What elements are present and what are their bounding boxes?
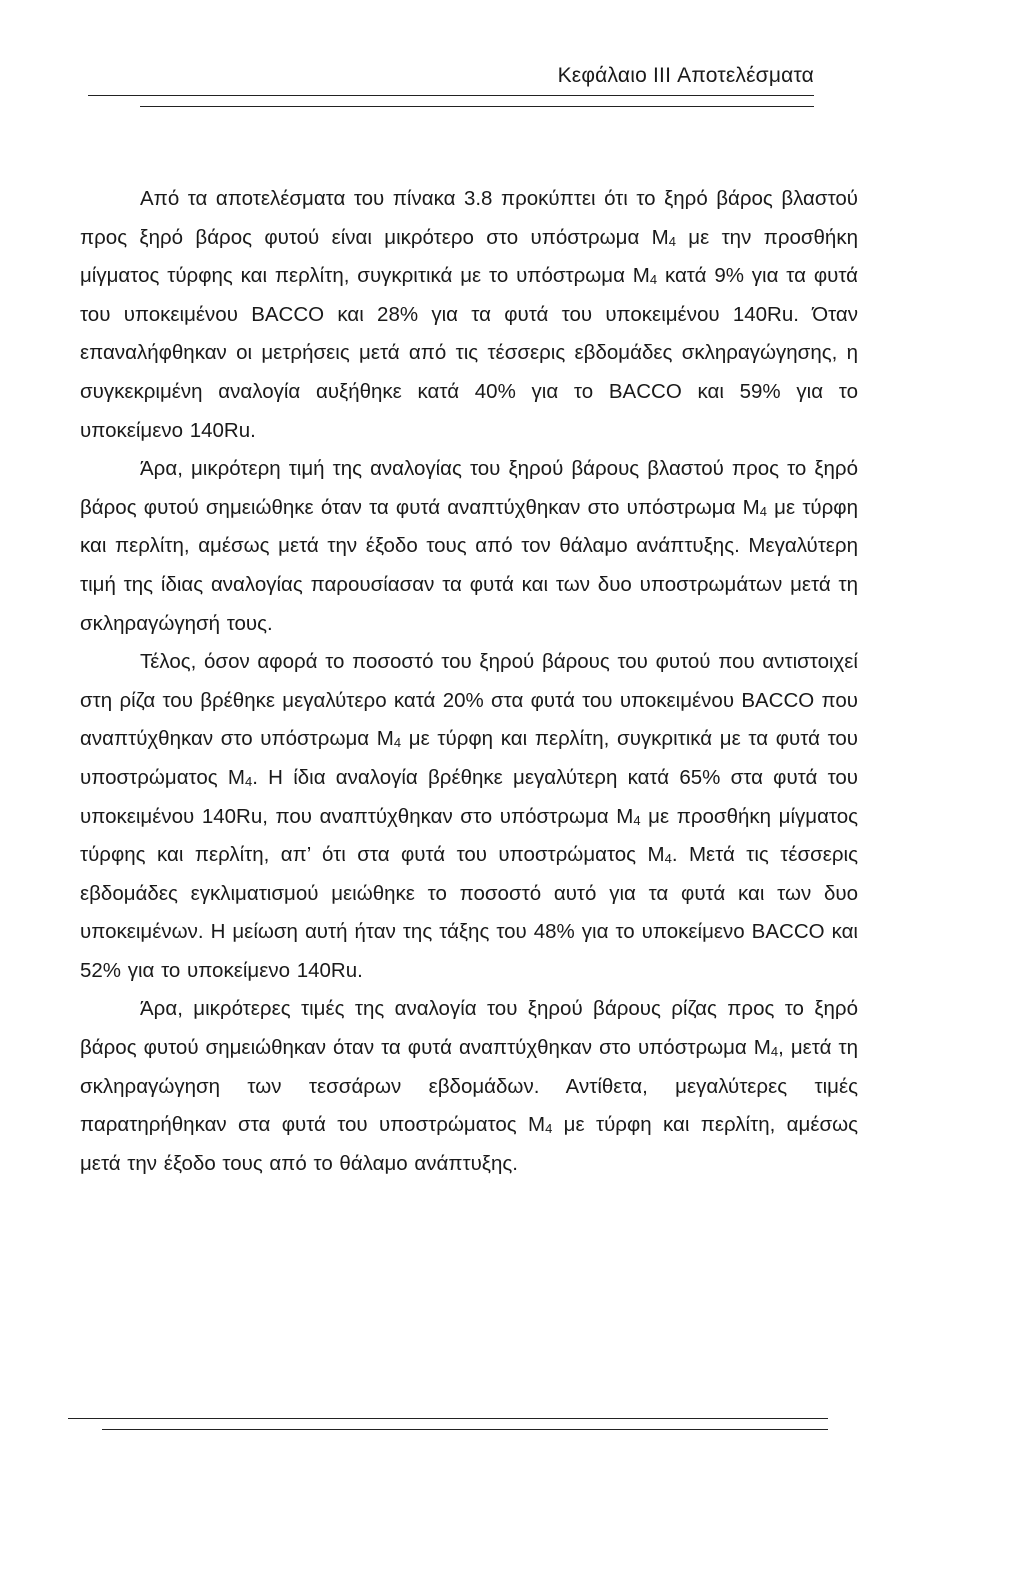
subscript: 4 bbox=[244, 773, 253, 789]
paragraph bbox=[80, 990, 858, 1183]
subscript: 4 bbox=[545, 1121, 553, 1137]
text-run: με την προσθήκη μίγματος τύρφης και περλίτη, συγκριτικά με το υπόστρωμα Μ bbox=[80, 225, 858, 288]
text-run: Από τα αποτελέσματα του πίνακα 3.8 προκύπτει ότι το ξηρό βάρος βλαστού προς ξηρό βάρος φυτού είναι μικρότερο στο υπόστρωμα Μ bbox=[80, 187, 858, 249]
header-rule-upper bbox=[88, 95, 814, 96]
body-text bbox=[80, 180, 858, 1183]
text-run: με τύρφη και περλίτη, συγκριτικά με τα φυτά του υποστρώματος Μ bbox=[80, 727, 859, 789]
text-run: κατά 9% για τα φυτά του υποκειμένου BACCO και 28% για τα φυτά του υποκειμένου 140Ru. Όταν επαναλήφθηκαν οι μετρήσεις μετά από τις τέσσερις εβδομάδες σκληραγώγησης, η συγκεκριμένη αναλογία αυξήθηκε κατά 40% για το BACCO και 59% για το υποκείμενο 140Ru. bbox=[80, 264, 858, 442]
paragraph bbox=[80, 180, 858, 450]
footer-rule-upper bbox=[68, 1418, 828, 1419]
chapter-title: Κεφάλαιο III Αποτελέσματα bbox=[557, 64, 814, 87]
text-run: Άρα, μικρότερες τιμές της αναλογία του ξηρού βάρους ρίζας προς το ξηρό βάρος φυτού σημειώθηκαν όταν τα φυτά αναπτύχθηκαν στο υπόστρωμα Μ bbox=[80, 997, 858, 1060]
text-run: . Μετά τις τέσσερις εβδομάδες εγκλιματισμού μειώθηκε το ποσοστό αυτό για τα φυτά και των δυο υποκειμένων. Η μείωση αυτή ήταν της τάξης του 48% για το υποκείμενο BACCO και 52% για το υποκείμενο 140Ru. bbox=[80, 843, 858, 982]
text-run: με προσθήκη μίγματος τύρφης και περλίτη, απ’ ότι στα φυτά του υποστρώματος Μ bbox=[80, 804, 859, 867]
text-run: , μετά τη σκληραγώγηση των τεσσάρων εβδομάδων. Αντίθετα, μεγαλύτερες τιμές παρατηρήθηκαν στα φυτά του υποστρώματος Μ bbox=[80, 1036, 858, 1137]
subscript: 4 bbox=[668, 233, 676, 249]
text-run: Τέλος, όσον αφορά το ποσοστό του ξηρού βάρους του φυτού που αντιστοιχεί στη ρίζα του βρέθηκε μεγαλύτερο κατά 20% στα φυτά του υποκειμένου BACCO που αναπτύχθηκαν στο υπόστρωμα Μ bbox=[80, 650, 858, 751]
subscript: 4 bbox=[664, 851, 672, 867]
subscript: 4 bbox=[759, 503, 767, 519]
subscript: 4 bbox=[649, 272, 658, 288]
subscript: 4 bbox=[633, 812, 641, 828]
text-run: Άρα, μικρότερη τιμή της αναλογίας του ξηρού βάρους βλαστού προς το ξηρό βάρος φυτού σημειώθηκε όταν τα φυτά αναπτύχθηκαν στο υπόστρωμα Μ bbox=[80, 457, 858, 519]
paragraph bbox=[80, 643, 858, 990]
text-run: με τύρφη και περλίτη, αμέσως μετά την έξοδο τους από τον θάλαμο ανάπτυξης. Μεγαλύτερη τιμή της ίδιας αναλογίας παρουσίασαν τα φυτά και των δυο υποστρωμάτων μετά τη σκληραγώγησή τους. bbox=[80, 495, 858, 635]
text-run: . Η ίδια αναλογία βρέθηκε μεγαλύτερη κατά 65% στα φυτά του υποκειμένου 140Ru, που αναπτύχθηκαν στο υπόστρωμα Μ bbox=[80, 765, 858, 828]
header-rule-lower bbox=[140, 106, 814, 107]
footer-rule-lower bbox=[102, 1429, 828, 1430]
subscript: 4 bbox=[393, 735, 402, 751]
paragraph bbox=[80, 450, 858, 643]
subscript: 4 bbox=[770, 1044, 779, 1060]
text-run: με τύρφη και περλίτη, αμέσως μετά την έξοδο τους από το θάλαμο ανάπτυξης. bbox=[80, 1113, 859, 1175]
